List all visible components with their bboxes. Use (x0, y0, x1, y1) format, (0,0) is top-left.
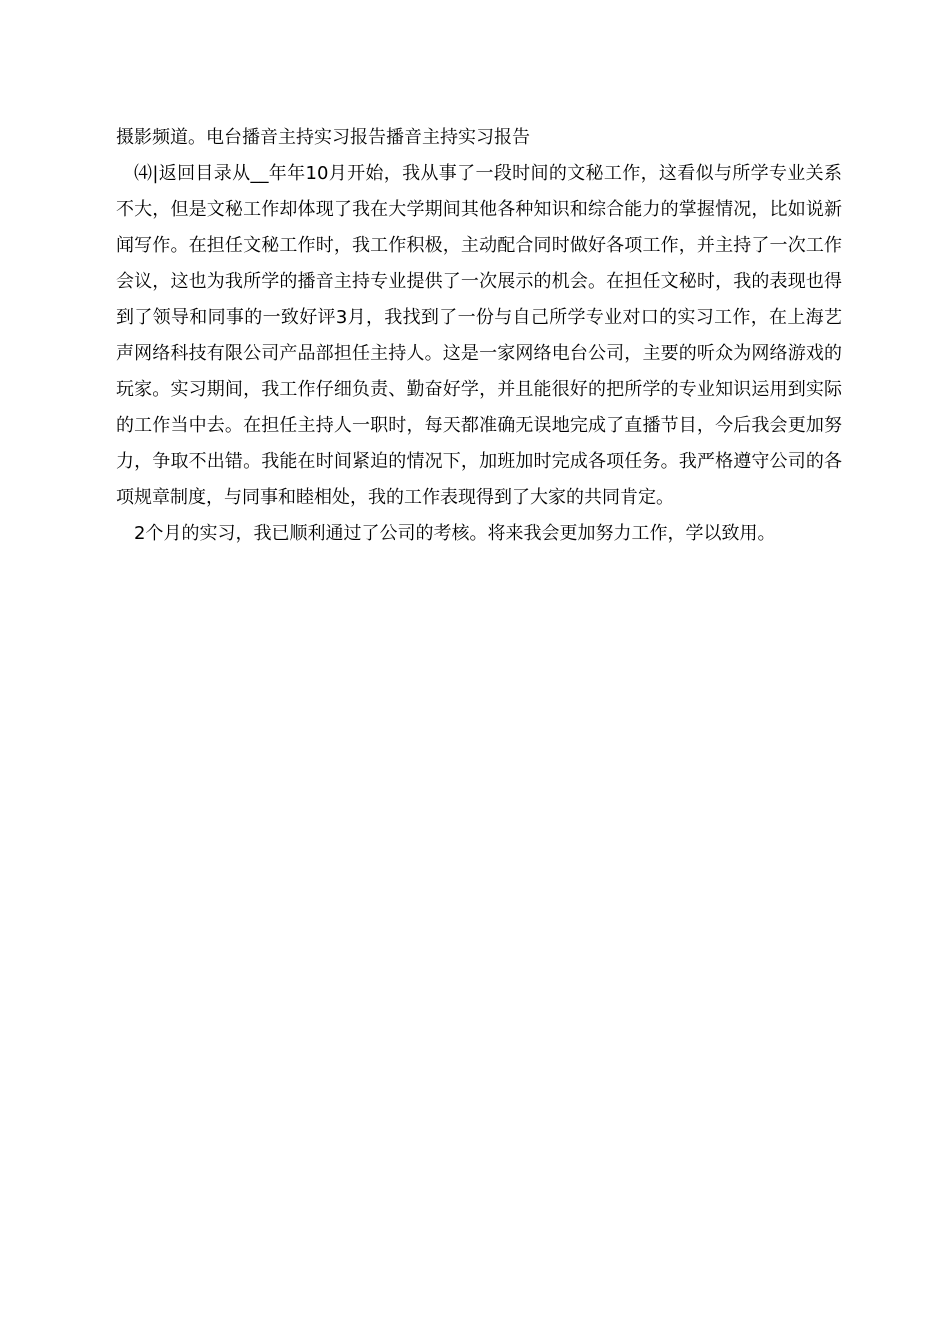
paragraph-continuation: 摄影频道。电台播音主持实习报告播音主持实习报告 (116, 127, 530, 148)
paragraph-conclusion: 2个月的实习，我已顺利通过了公司的考核。将来我会更加努力工作，学以致用。 (134, 523, 776, 544)
document-body (116, 120, 842, 552)
paragraph-internship-experience: ⑷|返回目录从__年年10月开始，我从事了一段时间的文秘工作，这看似与所学专业关系不大，但是文秘工作却体现了我在大学期间其他各种知识和综合能力的掌握情况，比如说新闻写作。在担任文秘工作时，我工作积极，主动配合同时做好各项工作，并主持了一次工作会议，这也为我所学的播音主持专业提供了一次展示的机会。在担任文秘时，我的表现也得到了领导和同事的一致好评3月，我找到了一份与自己所学专业对口的实习工作，在上海艺声网络科技有限公司产品部担任主持人。这是一家网络电台公司，主要的听众为网络游戏的玩家。实习期间，我工作仔细负责、勤奋好学，并且能很好的把所学的专业知识运用到实际的工作当中去。在担任主持人一职时，每天都准确无误地完成了直播节目，今后我会更加努力，争取不出错。我能在时间紧迫的情况下，加班加时完成各项任务。我严格遵守公司的各项规章制度，与同事和睦相处，我的工作表现得到了大家的共同肯定。 (116, 163, 842, 508)
